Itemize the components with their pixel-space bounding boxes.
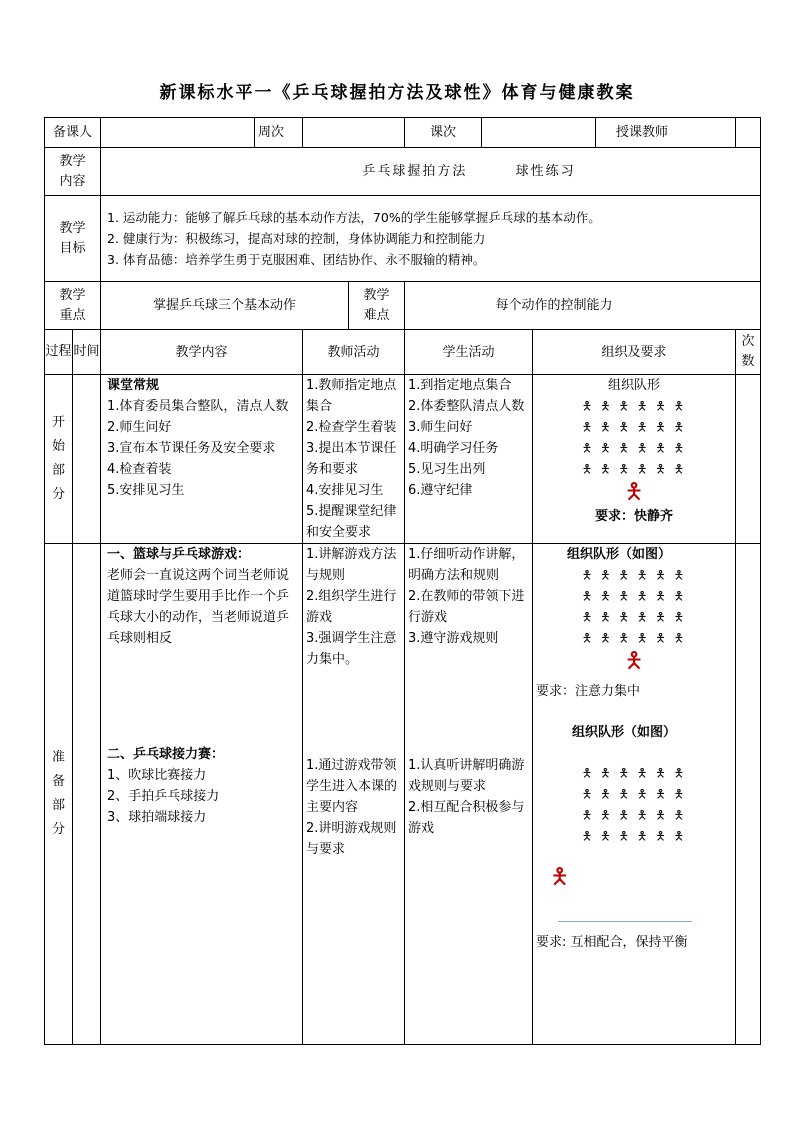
org2-req: 要求: 互相配合，保持平衡 [536,935,688,950]
goal-item: 1. 运动能力：能够了解乒乓球的基本动作方法，70%的学生能够掌握乒乓球的基本动作。 [107,210,601,225]
start-student-item: 2.体委整队清点人数 [408,399,525,414]
start-student-item: 6.遵守纪律 [408,483,473,498]
start-student [405,375,533,544]
col-time: 时间 [73,330,101,375]
prep-count [736,544,761,1045]
week-value [303,118,405,148]
formation-row: 🯅 🯅 🯅 🯅 🯅 🯅 [581,441,687,455]
start-teacher-item: 5.提醒课堂纪律和安全要求 [306,504,397,540]
col-student: 学生活动 [405,330,533,375]
start-label [45,375,73,544]
lesson-plan-table [44,117,761,1045]
divider-line [558,921,692,926]
formation-row: 🯅 🯅 🯅 🯅 🯅 🯅 [581,420,687,434]
game1-desc: 老师会一直说这两个词当老师说道篮球时学生要用手比作一个乒乓球大小的动作，当老师说道乒乓球则相反 [107,568,290,646]
page-title: 新课标水平一《乒乓球握拍方法及球性》体育与健康教案 [159,83,635,103]
start-org-req: 要求：快静齐 [595,509,674,524]
col-content: 教学内容 [101,330,303,375]
start-teacher-item: 2.检查学生着装 [306,420,397,435]
teacher-figure-icon: 🯅 [550,865,570,890]
teacher-value [736,118,761,148]
game2-item: 3、球拍端球接力 [107,810,207,825]
start-teacher-item: 4.安排见习生 [306,483,384,498]
start-content [101,375,303,544]
start-student-item: 1.到指定地点集合 [408,378,512,393]
game1-title: 一、篮球与乒乓球游戏： [107,547,251,562]
teacher-figure-icon: 🯅 [624,649,644,674]
start-org [533,375,736,544]
prep-content [101,544,303,1045]
start-teacher [303,375,405,544]
start-student-item: 3.师生问好 [408,420,473,435]
start-content-item: 5.安排见习生 [107,483,185,498]
keypoints-label [45,282,101,330]
game2-item: 1、吹球比赛接力 [107,768,207,783]
content-text-2: 球性练习 [515,164,576,179]
org2-title: 组织队形（如图） [572,725,677,740]
content-value [101,148,761,196]
start-content-item: 4.检查着装 [107,462,172,477]
game1-teacher-item: 2.组织学生进行游戏 [306,589,397,625]
start-student-item: 4.明确学习任务 [408,441,499,456]
prep-label [45,544,73,1045]
org1-req: 要求：注意力集中 [536,684,641,699]
keypoints-value: 掌握乒乓球三个基本动作 [101,282,349,330]
start-teacher-item: 1.教师指定地点集合 [306,378,397,414]
difficulty-label [349,282,405,330]
start-count [736,375,761,544]
game1-student-item: 1.仔细听动作讲解，明确方法和规则 [408,547,525,583]
lesson-label: 课次 [405,118,482,148]
org1-title: 组织队形（如图） [567,547,672,562]
difficulty-value: 每个动作的控制能力 [405,282,761,330]
col-count: 次数 [736,330,761,375]
formation-row: 🯅 🯅 🯅 🯅 🯅 🯅 [581,787,687,801]
start-label-text: 开始部分 [51,415,65,502]
difficulty-label-text: 教学难点 [363,287,390,323]
start-content-title: 课堂常规 [107,378,160,393]
prep-teacher [303,544,405,1045]
goals-label-text: 教学目标 [59,220,86,256]
game2-item: 2、手拍乒乓球接力 [107,789,220,804]
start-content-item: 1.体育委员集合整队，清点人数 [107,399,289,414]
teacher-figure-icon: 🯅 [624,480,644,505]
game2-title: 二、乒乓球接力赛： [107,747,225,762]
formation-row: 🯅 🯅 🯅 🯅 🯅 🯅 [581,829,687,843]
formation-row: 🯅 🯅 🯅 🯅 🯅 🯅 [581,808,687,822]
content-label [45,148,101,196]
game1-student-item: 2.在教师的带领下进行游戏 [408,589,525,625]
col-process: 过程 [45,330,73,375]
formation-row: 🯅 🯅 🯅 🯅 🯅 🯅 [581,568,687,582]
prep-label-text: 准备部分 [51,750,65,837]
game2-student-item: 2.相互配合积极参与游戏 [408,800,525,836]
goals-value [101,196,761,282]
keypoints-label-text: 教学重点 [59,287,86,323]
col-org: 组织及要求 [533,330,736,375]
start-student-item: 5.见习生出列 [408,462,486,477]
game2-teacher-item: 1.通过游戏带领学生进入本课的主要内容 [306,758,398,815]
start-time [73,375,101,544]
start-content-item: 2.师生问好 [107,420,172,435]
prep-student [405,544,533,1045]
col-teacher: 教师活动 [303,330,405,375]
content-text-1: 乒乓球握拍方法 [362,164,468,179]
goal-item: 3. 体育品德：培养学生勇于克服困难、团结协作、永不服输的精神。 [107,252,486,267]
teacher-label: 授课教师 [596,118,736,148]
week-label: 周次 [255,118,303,148]
formation-row: 🯅 🯅 🯅 🯅 🯅 🯅 [581,462,687,476]
formation-row: 🯅 🯅 🯅 🯅 🯅 🯅 [581,589,687,603]
game1-teacher-item: 1.讲解游戏方法与规则 [306,547,397,583]
formation-row: 🯅 🯅 🯅 🯅 🯅 🯅 [581,766,687,780]
start-teacher-item: 3.提出本节课任务和要求 [306,441,397,477]
preparer-value [101,118,255,148]
game1-student-item: 3.遵守游戏规则 [408,631,499,646]
formation-row: 🯅 🯅 🯅 🯅 🯅 🯅 [581,610,687,624]
lesson-value [482,118,596,148]
goals-label [45,196,101,282]
formation-row: 🯅 🯅 🯅 🯅 🯅 🯅 [581,631,687,645]
content-label-text: 教学内容 [59,153,86,189]
game1-teacher-item: 3.强调学生注意力集中。 [306,631,397,667]
prep-time [73,544,101,1045]
prep-org [533,544,736,1045]
start-org-title: 组织队形 [608,378,661,393]
goal-item: 2. 健康行为：积极练习，提高对球的控制，身体协调能力和控制能力 [107,231,486,246]
start-content-item: 3.宣布本节课任务及安全要求 [107,441,276,456]
formation-row: 🯅 🯅 🯅 🯅 🯅 🯅 [581,399,687,413]
preparer-label: 备课人 [45,118,101,148]
game2-teacher-item: 2.讲明游戏规则与要求 [306,821,397,857]
game2-student-item: 1.认真听讲解明确游戏规则与要求 [408,758,525,794]
